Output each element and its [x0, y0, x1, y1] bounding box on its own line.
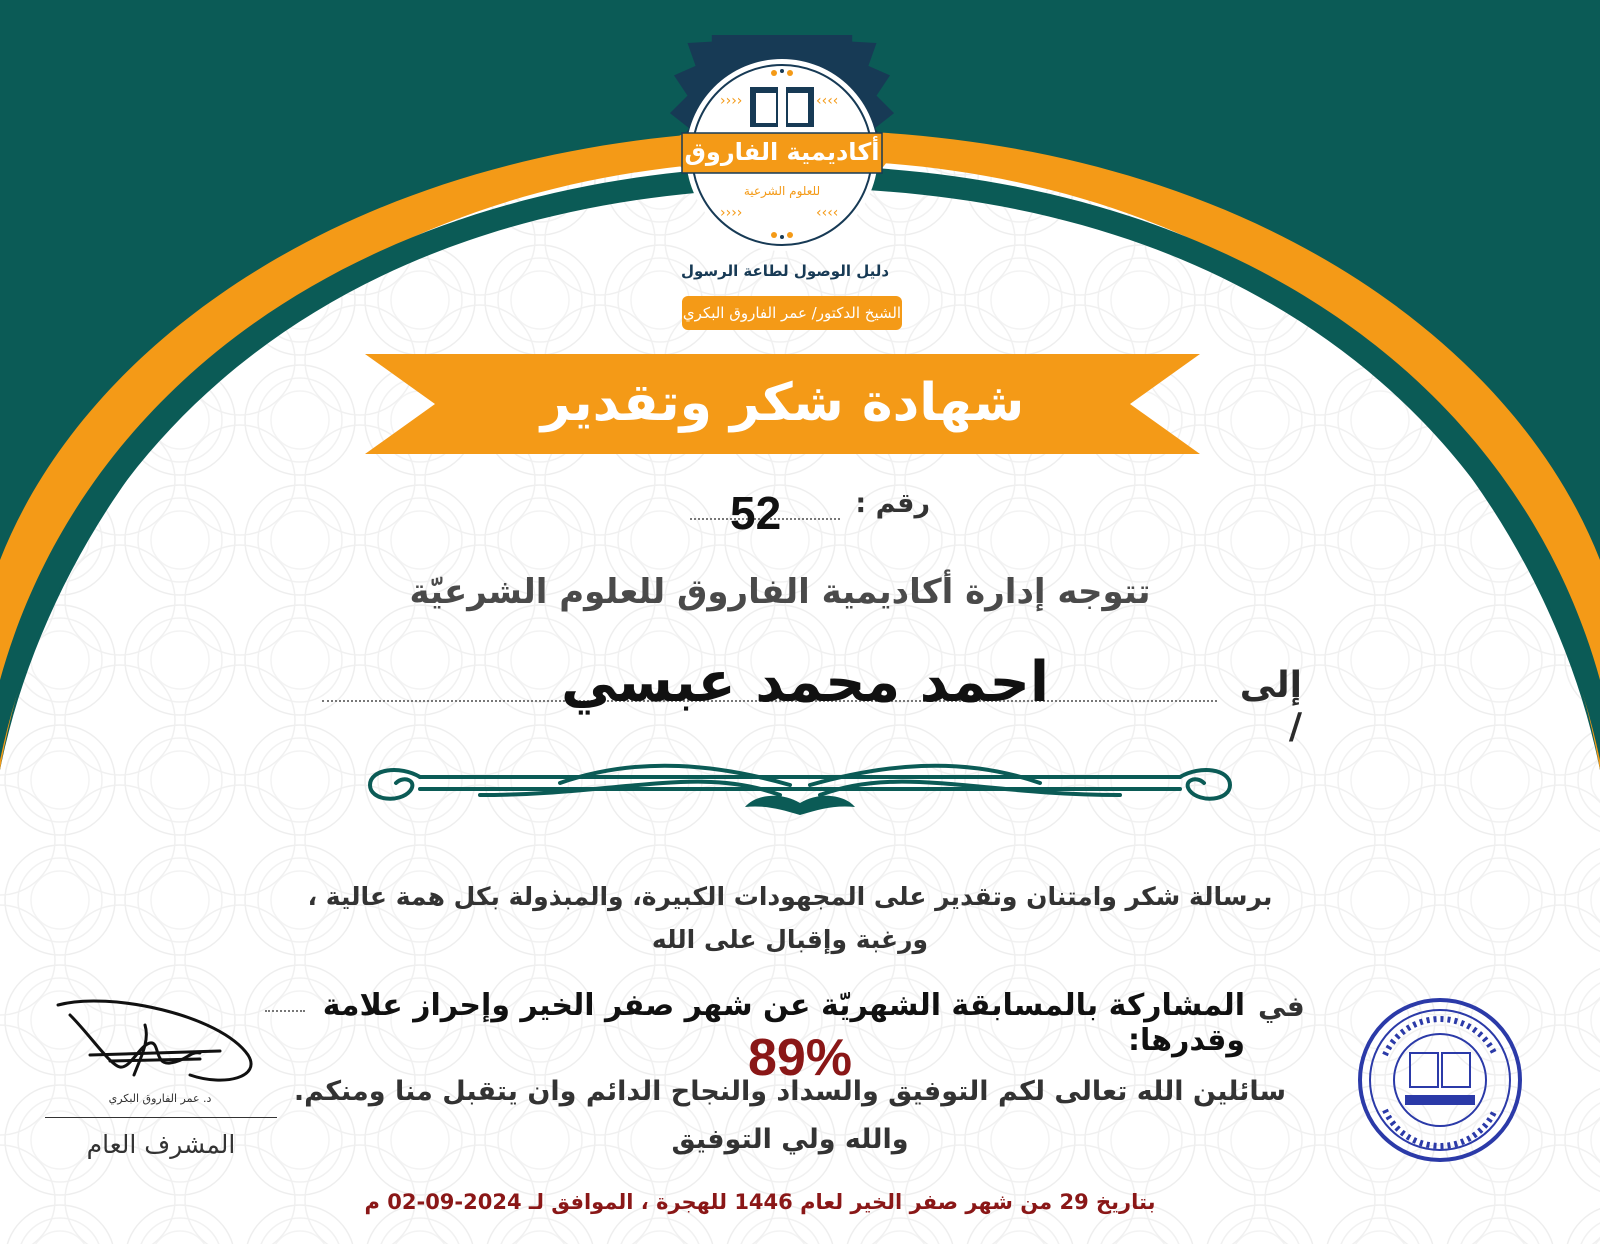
closing-line-2: والله ولي التوفيق [671, 1124, 909, 1155]
signature-icon [50, 995, 290, 1105]
in-label: في [1258, 990, 1305, 1023]
svg-text:››››: ›››› [720, 93, 743, 109]
certificate-number: 52 [730, 487, 782, 539]
recipient-name: احمد محمد عبسي [560, 650, 1050, 715]
thanks-line-1: برسالة شكر وامتنان وتقدير على المجهودات الكبيرة، والمبذولة بكل همة عالية ، [307, 882, 1273, 911]
to-label: إلى / [1239, 665, 1302, 747]
ornament-divider-icon [360, 755, 1240, 830]
competition-line: المشاركة بالمسابقة الشهريّة عن شهر صفر الخير وإحراز علامة وقدرها: [322, 988, 1245, 1058]
certificate-number-row [690, 488, 930, 538]
date-line: بتاريخ 29 من شهر صفر الخير لعام 1446 للهجرة ، الموافق لـ 2024-09-02 م [364, 1190, 1156, 1214]
signature-rule [45, 1117, 277, 1118]
stamp-icon [1355, 995, 1525, 1165]
academy-seal-icon [662, 35, 902, 275]
svg-text:››››: ›››› [720, 205, 743, 221]
scholar-badge: الشيخ الدكتور/ عمر الفاروق البكري [682, 296, 902, 330]
signer-name: د. عمر الفاروق البكري [108, 1092, 212, 1105]
academy-subtitle: للعلوم الشرعية [743, 184, 821, 198]
closing-line-1: سائلين الله تعالى لكم التوفيق والسداد والنجاح الدائم وان يتقبل منا ومنكم. [293, 1076, 1287, 1107]
thanks-line-2: ورغبة وإقبال على الله [651, 925, 929, 954]
issuer-line: تتوجه إدارة أكاديمية الفاروق للعلوم الشرعيّة [409, 572, 1151, 612]
score: 89% [747, 1029, 853, 1087]
svg-text:‹‹‹‹: ‹‹‹‹ [816, 205, 839, 221]
number-label: رقم : [855, 488, 930, 519]
svg-text:‹‹‹‹: ‹‹‹‹ [816, 93, 839, 109]
tagline: دليل الوصول لطاعة الرسول [680, 262, 890, 280]
certificate-title: شهادة شكر وتقدير [540, 373, 1025, 433]
academy-name: أكاديمية الفاروق [684, 138, 880, 166]
signer-title: المشرف العام [86, 1130, 236, 1159]
academy-logo [662, 35, 902, 275]
